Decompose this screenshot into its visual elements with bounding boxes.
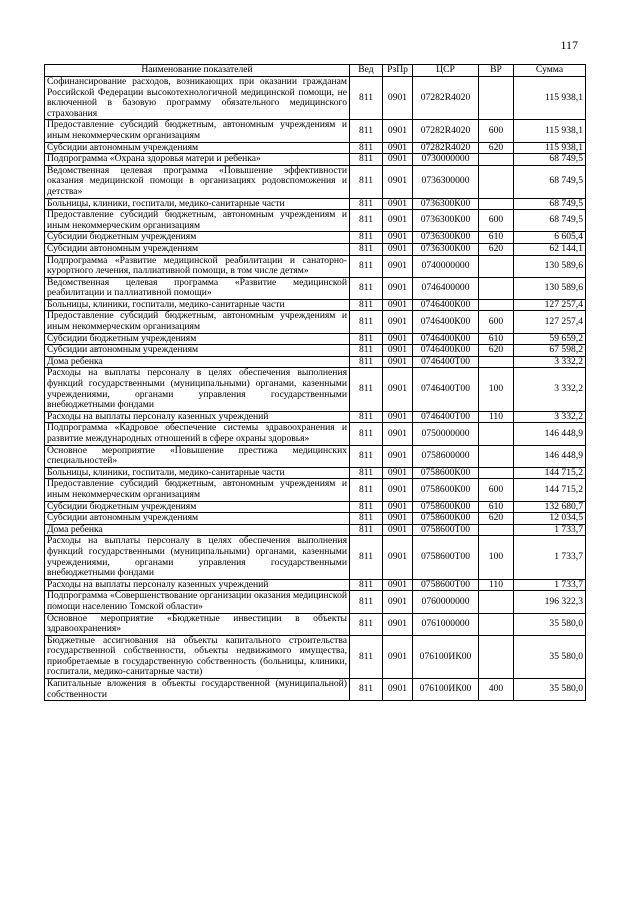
row-sum-cell: 35 580,0 [514,635,586,678]
table-row [45,536,586,579]
row-vr-cell [479,635,514,678]
row-vr-cell: 110 [479,411,514,423]
row-name-cell: Субсидии автономным учреждениям [45,345,350,357]
row-name-cell: Предоставление субсидий бюджетным, автономным учреждениям и иным некоммерческим организациям [45,210,350,232]
row-vr-cell: 620 [479,513,514,525]
row-name-cell: Больницы, клиники, госпитали, медико-санитарные части [45,467,350,479]
column-header-name: Наименование показателей [45,65,350,77]
row-ved-cell: 811 [350,411,383,423]
table-header-row [45,65,586,77]
row-vr-cell [479,524,514,536]
row-vr-cell: 100 [479,368,514,411]
row-csr-cell: 07282R4020 [413,77,479,120]
row-name-cell: Ведомственная целевая программа «Повышение эффективности оказания медицинской помощи в организациях родовспоможения и детства» [45,165,350,198]
row-vr-cell [479,467,514,479]
row-ved-cell: 811 [350,333,383,345]
row-sum-cell: 35 580,0 [514,679,586,701]
row-rzpr-cell: 0901 [383,255,413,277]
row-ved-cell: 811 [350,579,383,591]
row-ved-cell: 811 [350,536,383,579]
table-row [45,524,586,536]
row-csr-cell: 0758600К00 [413,501,479,513]
row-sum-cell: 132 680,7 [514,501,586,513]
row-csr-cell: 07282R4020 [413,120,479,142]
table-row [45,513,586,525]
row-vr-cell [479,154,514,166]
table-row [45,77,586,120]
row-csr-cell: 0746400000 [413,277,479,299]
row-csr-cell: 0758600Т00 [413,524,479,536]
row-ved-cell: 811 [350,277,383,299]
row-csr-cell: 0736300000 [413,165,479,198]
row-csr-cell: 0736300К00 [413,232,479,244]
row-sum-cell: 12 034,5 [514,513,586,525]
row-vr-cell [479,591,514,613]
table-row [45,345,586,357]
table-row [45,467,586,479]
row-rzpr-cell: 0901 [383,243,413,255]
row-name-cell: Расходы на выплаты персоналу казенных учреждений [45,579,350,591]
row-rzpr-cell: 0901 [383,513,413,525]
row-vr-cell [479,277,514,299]
row-csr-cell: 0746400Т00 [413,411,479,423]
row-ved-cell: 811 [350,255,383,277]
column-header-ved: Вед [350,65,383,77]
row-rzpr-cell: 0901 [383,591,413,613]
table-row [45,423,586,445]
row-sum-cell: 1 733,7 [514,536,586,579]
row-sum-cell: 68 749,5 [514,198,586,210]
row-rzpr-cell: 0901 [383,479,413,501]
row-vr-cell: 600 [479,210,514,232]
row-ved-cell: 811 [350,243,383,255]
row-ved-cell: 811 [350,120,383,142]
table-row [45,501,586,513]
row-sum-cell: 35 580,0 [514,613,586,635]
row-rzpr-cell: 0901 [383,423,413,445]
row-rzpr-cell: 0901 [383,277,413,299]
row-ved-cell: 811 [350,345,383,357]
table-row [45,579,586,591]
row-ved-cell: 811 [350,635,383,678]
row-name-cell: Больницы, клиники, госпитали, медико-санитарные части [45,299,350,311]
row-vr-cell: 610 [479,501,514,513]
row-vr-cell [479,613,514,635]
row-csr-cell: 0758600К00 [413,467,479,479]
table-row [45,142,586,154]
row-sum-cell: 115 938,1 [514,120,586,142]
row-csr-cell: 076100ИК00 [413,635,479,678]
row-name-cell: Основное мероприятие «Бюджетные инвестиции в объекты здравоохранения» [45,613,350,635]
row-rzpr-cell: 0901 [383,165,413,198]
table-row [45,255,586,277]
row-ved-cell: 811 [350,165,383,198]
table-row [45,299,586,311]
row-vr-cell [479,255,514,277]
row-sum-cell: 1 733,7 [514,579,586,591]
row-sum-cell: 68 749,5 [514,154,586,166]
table-row [45,210,586,232]
row-sum-cell: 144 715,2 [514,467,586,479]
row-vr-cell [479,423,514,445]
row-ved-cell: 811 [350,368,383,411]
row-csr-cell: 076100ИК00 [413,679,479,701]
row-ved-cell: 811 [350,479,383,501]
row-vr-cell [479,356,514,368]
table-row [45,243,586,255]
row-csr-cell: 0758600Т00 [413,536,479,579]
row-sum-cell: 146 448,9 [514,423,586,445]
row-name-cell: Подпрограмма «Совершенствование организации оказания медицинской помощи населению Томской области» [45,591,350,613]
table-row [45,311,586,333]
row-sum-cell: 59 659,2 [514,333,586,345]
row-sum-cell: 146 448,9 [514,445,586,467]
row-vr-cell: 600 [479,479,514,501]
row-rzpr-cell: 0901 [383,299,413,311]
row-csr-cell: 0758600К00 [413,513,479,525]
row-csr-cell: 0758600К00 [413,479,479,501]
row-vr-cell: 620 [479,142,514,154]
row-ved-cell: 811 [350,77,383,120]
row-csr-cell: 0750000000 [413,423,479,445]
row-sum-cell: 68 749,5 [514,165,586,198]
row-ved-cell: 811 [350,142,383,154]
row-ved-cell: 811 [350,524,383,536]
row-name-cell: Дома ребенка [45,524,350,536]
row-rzpr-cell: 0901 [383,635,413,678]
row-csr-cell: 0746400Т00 [413,356,479,368]
row-vr-cell [479,445,514,467]
row-rzpr-cell: 0901 [383,445,413,467]
row-vr-cell: 110 [479,579,514,591]
row-csr-cell: 0746400К00 [413,333,479,345]
row-name-cell: Расходы на выплаты персоналу казенных учреждений [45,411,350,423]
row-csr-cell: 0730000000 [413,154,479,166]
row-rzpr-cell: 0901 [383,501,413,513]
table-row [45,635,586,678]
row-rzpr-cell: 0901 [383,613,413,635]
table-row [45,679,586,701]
row-name-cell: Больницы, клиники, госпитали, медико-санитарные части [45,198,350,210]
row-name-cell: Предоставление субсидий бюджетным, автономным учреждениям и иным некоммерческим организациям [45,311,350,333]
row-rzpr-cell: 0901 [383,77,413,120]
row-csr-cell: 0746400К00 [413,311,479,333]
row-rzpr-cell: 0901 [383,333,413,345]
row-name-cell: Субсидии автономным учреждениям [45,513,350,525]
table-row [45,591,586,613]
table-row [45,333,586,345]
row-vr-cell [479,198,514,210]
row-ved-cell: 811 [350,467,383,479]
row-sum-cell: 67 598,2 [514,345,586,357]
row-sum-cell: 130 589,6 [514,277,586,299]
row-name-cell: Софинансирование расходов, возникающих при оказании гражданам Российской Федерации высокотехнологичной медицинской помощи, не включенной в базовую программу обязательного медицинского страхования [45,77,350,120]
row-vr-cell: 620 [479,345,514,357]
row-ved-cell: 811 [350,513,383,525]
row-ved-cell: 811 [350,198,383,210]
row-sum-cell: 127 257,4 [514,311,586,333]
row-rzpr-cell: 0901 [383,120,413,142]
row-name-cell: Субсидии бюджетным учреждениям [45,232,350,244]
table-row [45,479,586,501]
row-name-cell: Основное мероприятие «Повышение престижа медицинских специальностей» [45,445,350,467]
table-row [45,356,586,368]
row-ved-cell: 811 [350,299,383,311]
column-header-vr: ВР [479,65,514,77]
row-rzpr-cell: 0901 [383,579,413,591]
row-csr-cell: 07282R4020 [413,142,479,154]
table-row [45,445,586,467]
row-csr-cell: 0736300К00 [413,243,479,255]
row-name-cell: Бюджетные ассигнования на объекты капитального строительства государственной собственности, объекты недвижимого имущества, приобретаемые в государственную собственность (больницы, клиники, госпитали, медико-санитарные части) [45,635,350,678]
row-csr-cell: 0760000000 [413,591,479,613]
row-rzpr-cell: 0901 [383,368,413,411]
table-row [45,232,586,244]
row-name-cell: Подпрограмма «Развитие медицинской реабилитации и санаторно-курортного лечения, паллиативной помощи, в том числе детям» [45,255,350,277]
row-rzpr-cell: 0901 [383,536,413,579]
row-rzpr-cell: 0901 [383,467,413,479]
row-ved-cell: 811 [350,311,383,333]
row-vr-cell: 600 [479,311,514,333]
row-sum-cell: 62 144,1 [514,243,586,255]
row-rzpr-cell: 0901 [383,154,413,166]
row-vr-cell [479,165,514,198]
row-csr-cell: 0746400К00 [413,299,479,311]
row-name-cell: Предоставление субсидий бюджетным, автономным учреждениям и иным некоммерческим организациям [45,120,350,142]
row-vr-cell: 610 [479,333,514,345]
row-sum-cell: 127 257,4 [514,299,586,311]
row-name-cell: Подпрограмма «Охрана здоровья матери и ребенка» [45,154,350,166]
row-csr-cell: 0746400К00 [413,345,479,357]
row-vr-cell: 600 [479,120,514,142]
row-name-cell: Расходы на выплаты персоналу в целях обеспечения выполнения функций государственными (муниципальными) органами, казенными учреждениями, органами управления государственными внебюджетными фондами [45,368,350,411]
row-ved-cell: 811 [350,501,383,513]
column-header-rzpr: РзПр [383,65,413,77]
row-csr-cell: 0758600Т00 [413,579,479,591]
table-row [45,165,586,198]
table-row [45,368,586,411]
row-sum-cell: 3 332,2 [514,356,586,368]
row-rzpr-cell: 0901 [383,232,413,244]
column-header-csr: ЦСР [413,65,479,77]
column-header-sum: Сумма [514,65,586,77]
row-ved-cell: 811 [350,423,383,445]
row-sum-cell: 196 322,3 [514,591,586,613]
table-row [45,154,586,166]
row-csr-cell: 0746400Т00 [413,368,479,411]
table-body [45,77,586,701]
row-rzpr-cell: 0901 [383,411,413,423]
row-csr-cell: 0736300К00 [413,210,479,232]
row-vr-cell [479,77,514,120]
row-sum-cell: 115 938,1 [514,142,586,154]
row-name-cell: Ведомственная целевая программа «Развитие медицинской реабилитации и паллиативной помощи» [45,277,350,299]
row-name-cell: Капитальные вложения в объекты государственной (муниципальной) собственности [45,679,350,701]
row-rzpr-cell: 0901 [383,142,413,154]
table-row [45,613,586,635]
row-csr-cell: 0758600000 [413,445,479,467]
table-row [45,198,586,210]
row-rzpr-cell: 0901 [383,679,413,701]
row-name-cell: Расходы на выплаты персоналу в целях обеспечения выполнения функций государственными (муниципальными) органами, казенными учреждениями, органами управления государственными внебюджетными фондами [45,536,350,579]
row-sum-cell: 144 715,2 [514,479,586,501]
row-sum-cell: 3 332,2 [514,368,586,411]
row-csr-cell: 0736300К00 [413,198,479,210]
row-sum-cell: 3 332,2 [514,411,586,423]
row-ved-cell: 811 [350,210,383,232]
row-rzpr-cell: 0901 [383,210,413,232]
row-ved-cell: 811 [350,154,383,166]
row-rzpr-cell: 0901 [383,524,413,536]
budget-table [44,64,586,701]
table-row [45,277,586,299]
row-ved-cell: 811 [350,679,383,701]
row-name-cell: Дома ребенка [45,356,350,368]
row-sum-cell: 68 749,5 [514,210,586,232]
row-name-cell: Подпрограмма «Кадровое обеспечение системы здравоохранения и развитие международных отношений в сфере охраны здоровья» [45,423,350,445]
row-vr-cell [479,299,514,311]
row-rzpr-cell: 0901 [383,311,413,333]
row-sum-cell: 130 589,6 [514,255,586,277]
row-sum-cell: 1 733,7 [514,524,586,536]
row-vr-cell: 620 [479,243,514,255]
row-vr-cell: 610 [479,232,514,244]
row-rzpr-cell: 0901 [383,345,413,357]
row-csr-cell: 0740000000 [413,255,479,277]
row-sum-cell: 6 605,4 [514,232,586,244]
row-sum-cell: 115 938,1 [514,77,586,120]
page-number: 117 [560,38,578,52]
row-name-cell: Субсидии бюджетным учреждениям [45,501,350,513]
row-ved-cell: 811 [350,613,383,635]
row-ved-cell: 811 [350,591,383,613]
table-row [45,120,586,142]
row-name-cell: Субсидии автономным учреждениям [45,142,350,154]
row-ved-cell: 811 [350,232,383,244]
row-rzpr-cell: 0901 [383,198,413,210]
row-rzpr-cell: 0901 [383,356,413,368]
row-vr-cell: 400 [479,679,514,701]
row-ved-cell: 811 [350,356,383,368]
table-row [45,411,586,423]
row-name-cell: Субсидии автономным учреждениям [45,243,350,255]
row-ved-cell: 811 [350,445,383,467]
row-name-cell: Субсидии бюджетным учреждениям [45,333,350,345]
row-csr-cell: 0761000000 [413,613,479,635]
row-name-cell: Предоставление субсидий бюджетным, автономным учреждениям и иным некоммерческим организациям [45,479,350,501]
row-vr-cell: 100 [479,536,514,579]
